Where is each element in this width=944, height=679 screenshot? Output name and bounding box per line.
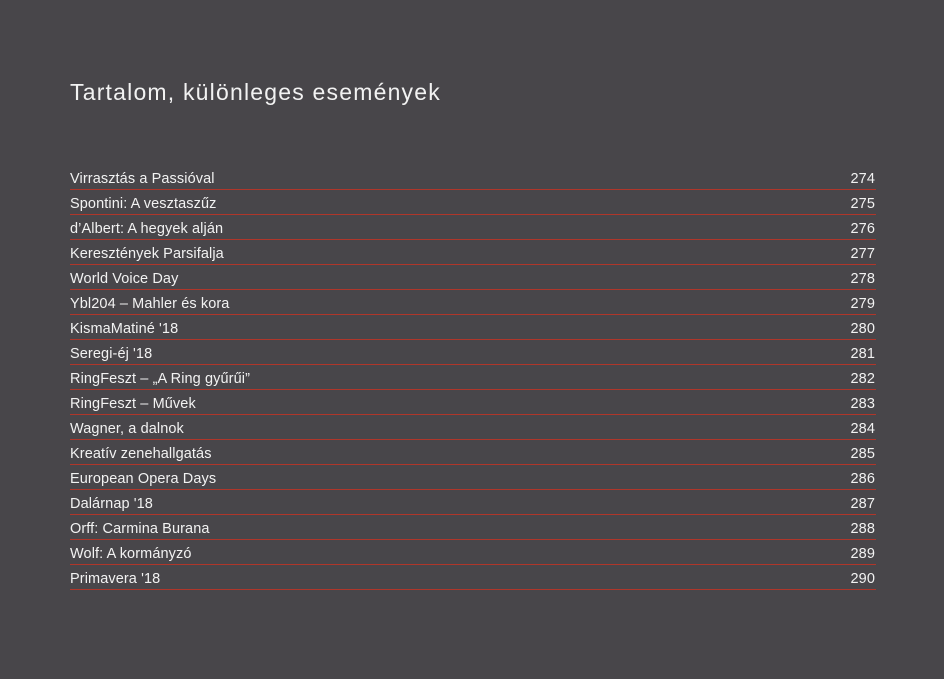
toc-entry-title: d’Albert: A hegyek alján	[70, 221, 224, 237]
toc-entry-title: Primavera '18	[70, 571, 161, 587]
toc-entry-title: Virrasztás a Passióval	[70, 171, 215, 187]
toc-entry[interactable]	[70, 315, 876, 340]
toc-entry-title: Seregi-éj '18	[70, 346, 153, 362]
toc-entry-page: 279	[850, 296, 875, 312]
toc-entry[interactable]	[70, 515, 876, 540]
toc-entry-page: 276	[850, 221, 875, 237]
toc-entry-page: 285	[850, 446, 875, 462]
toc-entry[interactable]	[70, 465, 876, 490]
toc-entry-page: 280	[850, 321, 875, 337]
toc-entry-page: 290	[850, 571, 875, 587]
toc-entry-page: 274	[850, 171, 875, 187]
toc-entry-page: 288	[850, 521, 875, 537]
toc-entry[interactable]	[70, 240, 876, 265]
table-of-contents	[70, 165, 876, 590]
toc-entry[interactable]	[70, 190, 876, 215]
toc-entry-page: 286	[850, 471, 875, 487]
toc-entry-title: KismaMatiné '18	[70, 321, 179, 337]
toc-entry-title: Kreatív zenehallgatás	[70, 446, 212, 462]
toc-entry-title: Dalárnap '18	[70, 496, 153, 512]
toc-entry-page: 275	[850, 196, 875, 212]
toc-entry-page: 277	[850, 246, 875, 262]
toc-entry[interactable]	[70, 415, 876, 440]
toc-entry-title: RingFeszt – Művek	[70, 396, 196, 412]
toc-entry-title: Wagner, a dalnok	[70, 421, 184, 437]
toc-entry[interactable]	[70, 365, 876, 390]
toc-entry[interactable]	[70, 390, 876, 415]
toc-entry-page: 283	[850, 396, 875, 412]
toc-entry-page: 284	[850, 421, 875, 437]
toc-entry-title: Spontini: A vesztaszűz	[70, 196, 217, 212]
toc-entry-title: Keresztények Parsifalja	[70, 246, 224, 262]
toc-entry[interactable]	[70, 340, 876, 365]
toc-entry[interactable]	[70, 565, 876, 590]
toc-entry[interactable]	[70, 490, 876, 515]
toc-entry-page: 287	[850, 496, 875, 512]
toc-entry-title: Orff: Carmina Burana	[70, 521, 210, 537]
toc-entry[interactable]	[70, 215, 876, 240]
toc-entry[interactable]	[70, 540, 876, 565]
toc-entry-title: RingFeszt – „A Ring gyűrűi”	[70, 371, 250, 387]
toc-entry-title: European Opera Days	[70, 471, 217, 487]
toc-entry[interactable]	[70, 440, 876, 465]
toc-entry[interactable]	[70, 290, 876, 315]
toc-entry-title: World Voice Day	[70, 271, 179, 287]
toc-entry-page: 278	[850, 271, 875, 287]
toc-entry-page: 289	[850, 546, 875, 562]
toc-entry-title: Ybl204 – Mahler és kora	[70, 296, 230, 312]
toc-entry[interactable]	[70, 265, 876, 290]
toc-entry-title: Wolf: A kormányzó	[70, 546, 192, 562]
toc-entry-page: 282	[850, 371, 875, 387]
toc-entry-page: 281	[850, 346, 875, 362]
page-title: Tartalom, különleges események	[70, 79, 441, 105]
toc-entry[interactable]	[70, 165, 876, 190]
